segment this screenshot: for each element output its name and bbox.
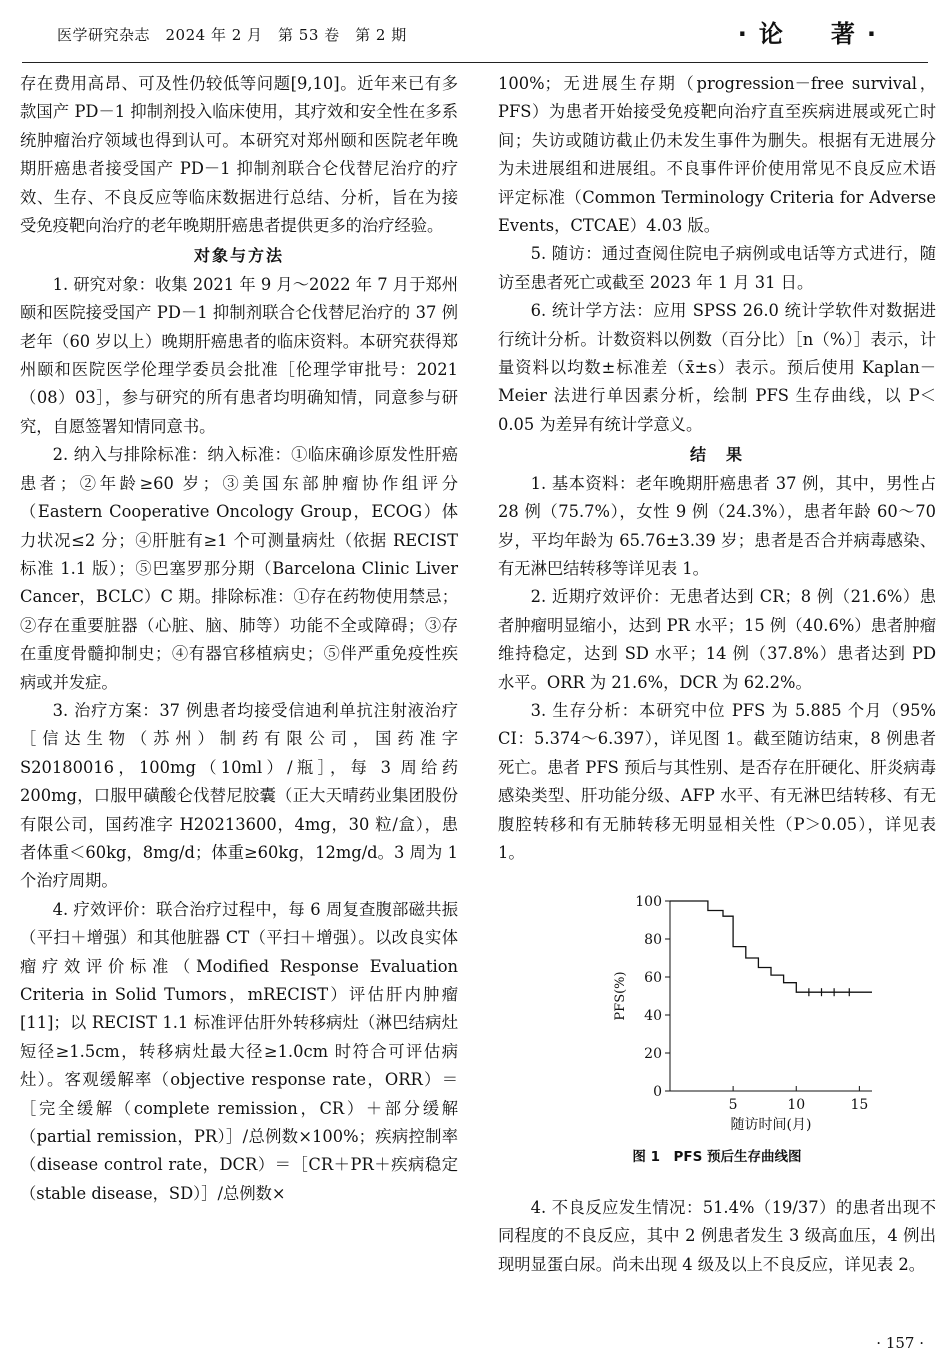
methods-heading: 对象与方法	[193, 246, 284, 266]
subjects-paragraph: 1. 研究对象：收集 2021 年 9 月～2022 年 7 月于郑州颐和医院接受国产 PD－1 抑制剂联合仑伐替尼治疗的 37 例老年（60 岁以上）晚期肝癌患者的临床资料。本研究获得郑州颐和医院医学伦理学委员会批准［伦理学审批号：2021（08）03］，参与研究的所有患者均明确知情，同意参与研究，自愿签署知情同意书。	[20, 274, 458, 436]
efficacy-paragraph: 2. 近期疗效评价：无患者达到 CR；8 例（21.6%）患者肿瘤明显缩小，达到 PR 水平；15 例（40.6%）患者肿瘤维持稳定，达到 SD 水平；14 例（37.8%）患者达到 PD 水平。ORR 为 21.6%，DCR 为 62.2%。	[498, 587, 936, 692]
pfs-figure	[498, 875, 936, 1137]
right-column	[498, 70, 936, 1279]
statistics-paragraph: 6. 统计学方法：应用 SPSS 26.0 统计学软件对数据进行统计分析。计数资料以例数（百分比）［n（%）］表示，计量资料以均数±标准差（x̄±s）表示。预后使用 Kaplan－Meier 法进行单因素分析，绘制 PFS 生存曲线，以 P＜0.05 为差异有统计学意义。	[498, 301, 936, 434]
x-tick-label: 15	[850, 1097, 869, 1114]
page-header	[22, 0, 928, 63]
journal-title: 医学研究杂志 2024 年 2 月 第 53 卷 第 2 期	[57, 26, 407, 44]
y-tick-label: 20	[644, 1046, 662, 1063]
left-column	[20, 70, 458, 1208]
pfs-survival-chart	[552, 875, 882, 1137]
evaluation-continued-paragraph: 100%；无进展生存期（progression－free survival，PFS）为患者开始接受免疫靶向治疗直至疾病进展或死亡时间；失访或随访截止仍未发生事件为删失。根据有无进展分为未进展组和进展组。不良事件评价使用常见不良反应术语评定标准（Common Terminology Criteria for Adverse Events，CTCAE）4.03 版。	[498, 74, 936, 236]
intro-paragraph: 存在费用高昂、可及性仍较低等问题[9,10]。近年来已有多款国产 PD－1 抑制剂投入临床使用，其疗效和安全性在多系统肿瘤治疗领域也得到认可。本研究对郑州颐和医院老年晚期肝癌患者接受国产 PD－1 抑制剂联合仑伐替尼治疗的疗效、生存、不良反应等临床数据进行总结、分析，旨在为接受免疫靶向治疗的老年晚期肝癌患者提供更多的治疗经验。	[20, 74, 458, 236]
baseline-paragraph: 1. 基本资料：老年晚期肝癌患者 37 例，其中，男性占 28 例（75.7%），女性 9 例（24.3%），患者年龄 60～70 岁，平均年龄为 65.76±3.39 岁；患者是否合并病毒感染、有无淋巴结转移等详见表 1。	[498, 473, 936, 578]
y-tick-label: 0	[653, 1084, 662, 1101]
y-tick-label: 60	[644, 970, 662, 987]
figure-caption: 图 1 PFS 预后生存曲线图	[632, 1149, 802, 1166]
x-tick-label: 10	[787, 1097, 806, 1114]
x-tick-label: 5	[728, 1097, 738, 1114]
adverse-events-paragraph: 4. 不良反应发生情况：51.4%（19/37）的患者出现不同程度的不良反应，其中 2 例患者发生 3 级高血压，4 例出现明显蛋白尿。尚未出现 4 级及以上不良反应，详见表 2。	[498, 1197, 936, 1274]
x-axis-label: 随访时间(月)	[730, 1117, 812, 1134]
y-tick-label: 100	[635, 894, 662, 911]
criteria-paragraph: 2. 纳入与排除标准：纳入标准：①临床确诊原发性肝癌患者；②年龄≥60 岁；③美国东部肿瘤协作组评分（Eastern Cooperative Oncology Group，ECOG）体力状况≤2 分；④肝脏有≥1 个可测量病灶（依据 RECIST 标准 1.1 版）；⑤巴塞罗那分期（Barcelona Clinic Liver Cancer，BCLC）C 期。排除标准：①存在药物使用禁忌；②存在重要脏器（心脏、脑、肺等）功能不全或障碍；③存在重度骨髓抑制史；④有器官移植病史；⑤伴严重免疫性疾病或并发症。	[20, 445, 458, 692]
pfs-survival-curve	[670, 901, 872, 992]
results-heading: 结 果	[689, 445, 744, 465]
evaluation-paragraph: 4. 疗效评价：联合治疗过程中，每 6 周复查腹部磁共振（平扫＋增强）和其他脏器 CT（平扫＋增强）。以改良实体瘤疗效评价标准（Modified Response Evaluation Criteria in Solid Tumors，mRECIST）评估肝内肿瘤[11]；以 RECIST 1.1 标准评估肝外转移病灶（淋巴结病灶短径≥1.5cm，转移病灶最大径≥1.0cm 时符合可评估病灶）。客观缓解率（objective response rate，ORR）＝［完全缓解（complete remission，CR）＋部分缓解（partial remission，PR）］/总例数×100%；疾病控制率（disease control rate，DCR）＝［CR＋PR＋疾病稳定（stable disease，SD）］/总例数×	[20, 899, 458, 1203]
y-tick-label: 80	[644, 932, 662, 949]
treatment-paragraph: 3. 治疗方案：37 例患者均接受信迪利单抗注射液治疗［信达生物（苏州）制药有限公司，国药准字 S20180016，100mg（10ml）/瓶］，每 3 周给药 200mg，口服甲磺酸仑伐替尼胶囊（正大天晴药业集团股份有限公司，国药准字 H20213600，4mg，30 粒/盒），患者体重＜60kg，8mg/d；体重≥60kg，12mg/d。3 周为 1 个治疗周期。	[20, 700, 458, 891]
section-label: ·论 著·	[737, 20, 888, 48]
y-axis-label: PFS(%)	[613, 971, 628, 1021]
followup-paragraph: 5. 随访：通过查阅住院电子病例或电话等方式进行，随访至患者死亡或截至 2023 年 1 月 31 日。	[498, 244, 936, 292]
page-number: · 157 ·	[876, 1334, 924, 1352]
y-tick-label: 40	[644, 1008, 662, 1025]
survival-paragraph: 3. 生存分析：本研究中位 PFS 为 5.885 个月（95% CI：5.374～6.397），详见图 1。截至随访结束，8 例患者死亡。患者 PFS 预后与其性别、是否存在肝硬化、肝炎病毒感染类型、肝功能分级、AFP 水平、有无淋巴结转移、有无腹腔转移和有无肺转移无明显相关性（P＞0.05），详见表 1。	[498, 700, 936, 862]
